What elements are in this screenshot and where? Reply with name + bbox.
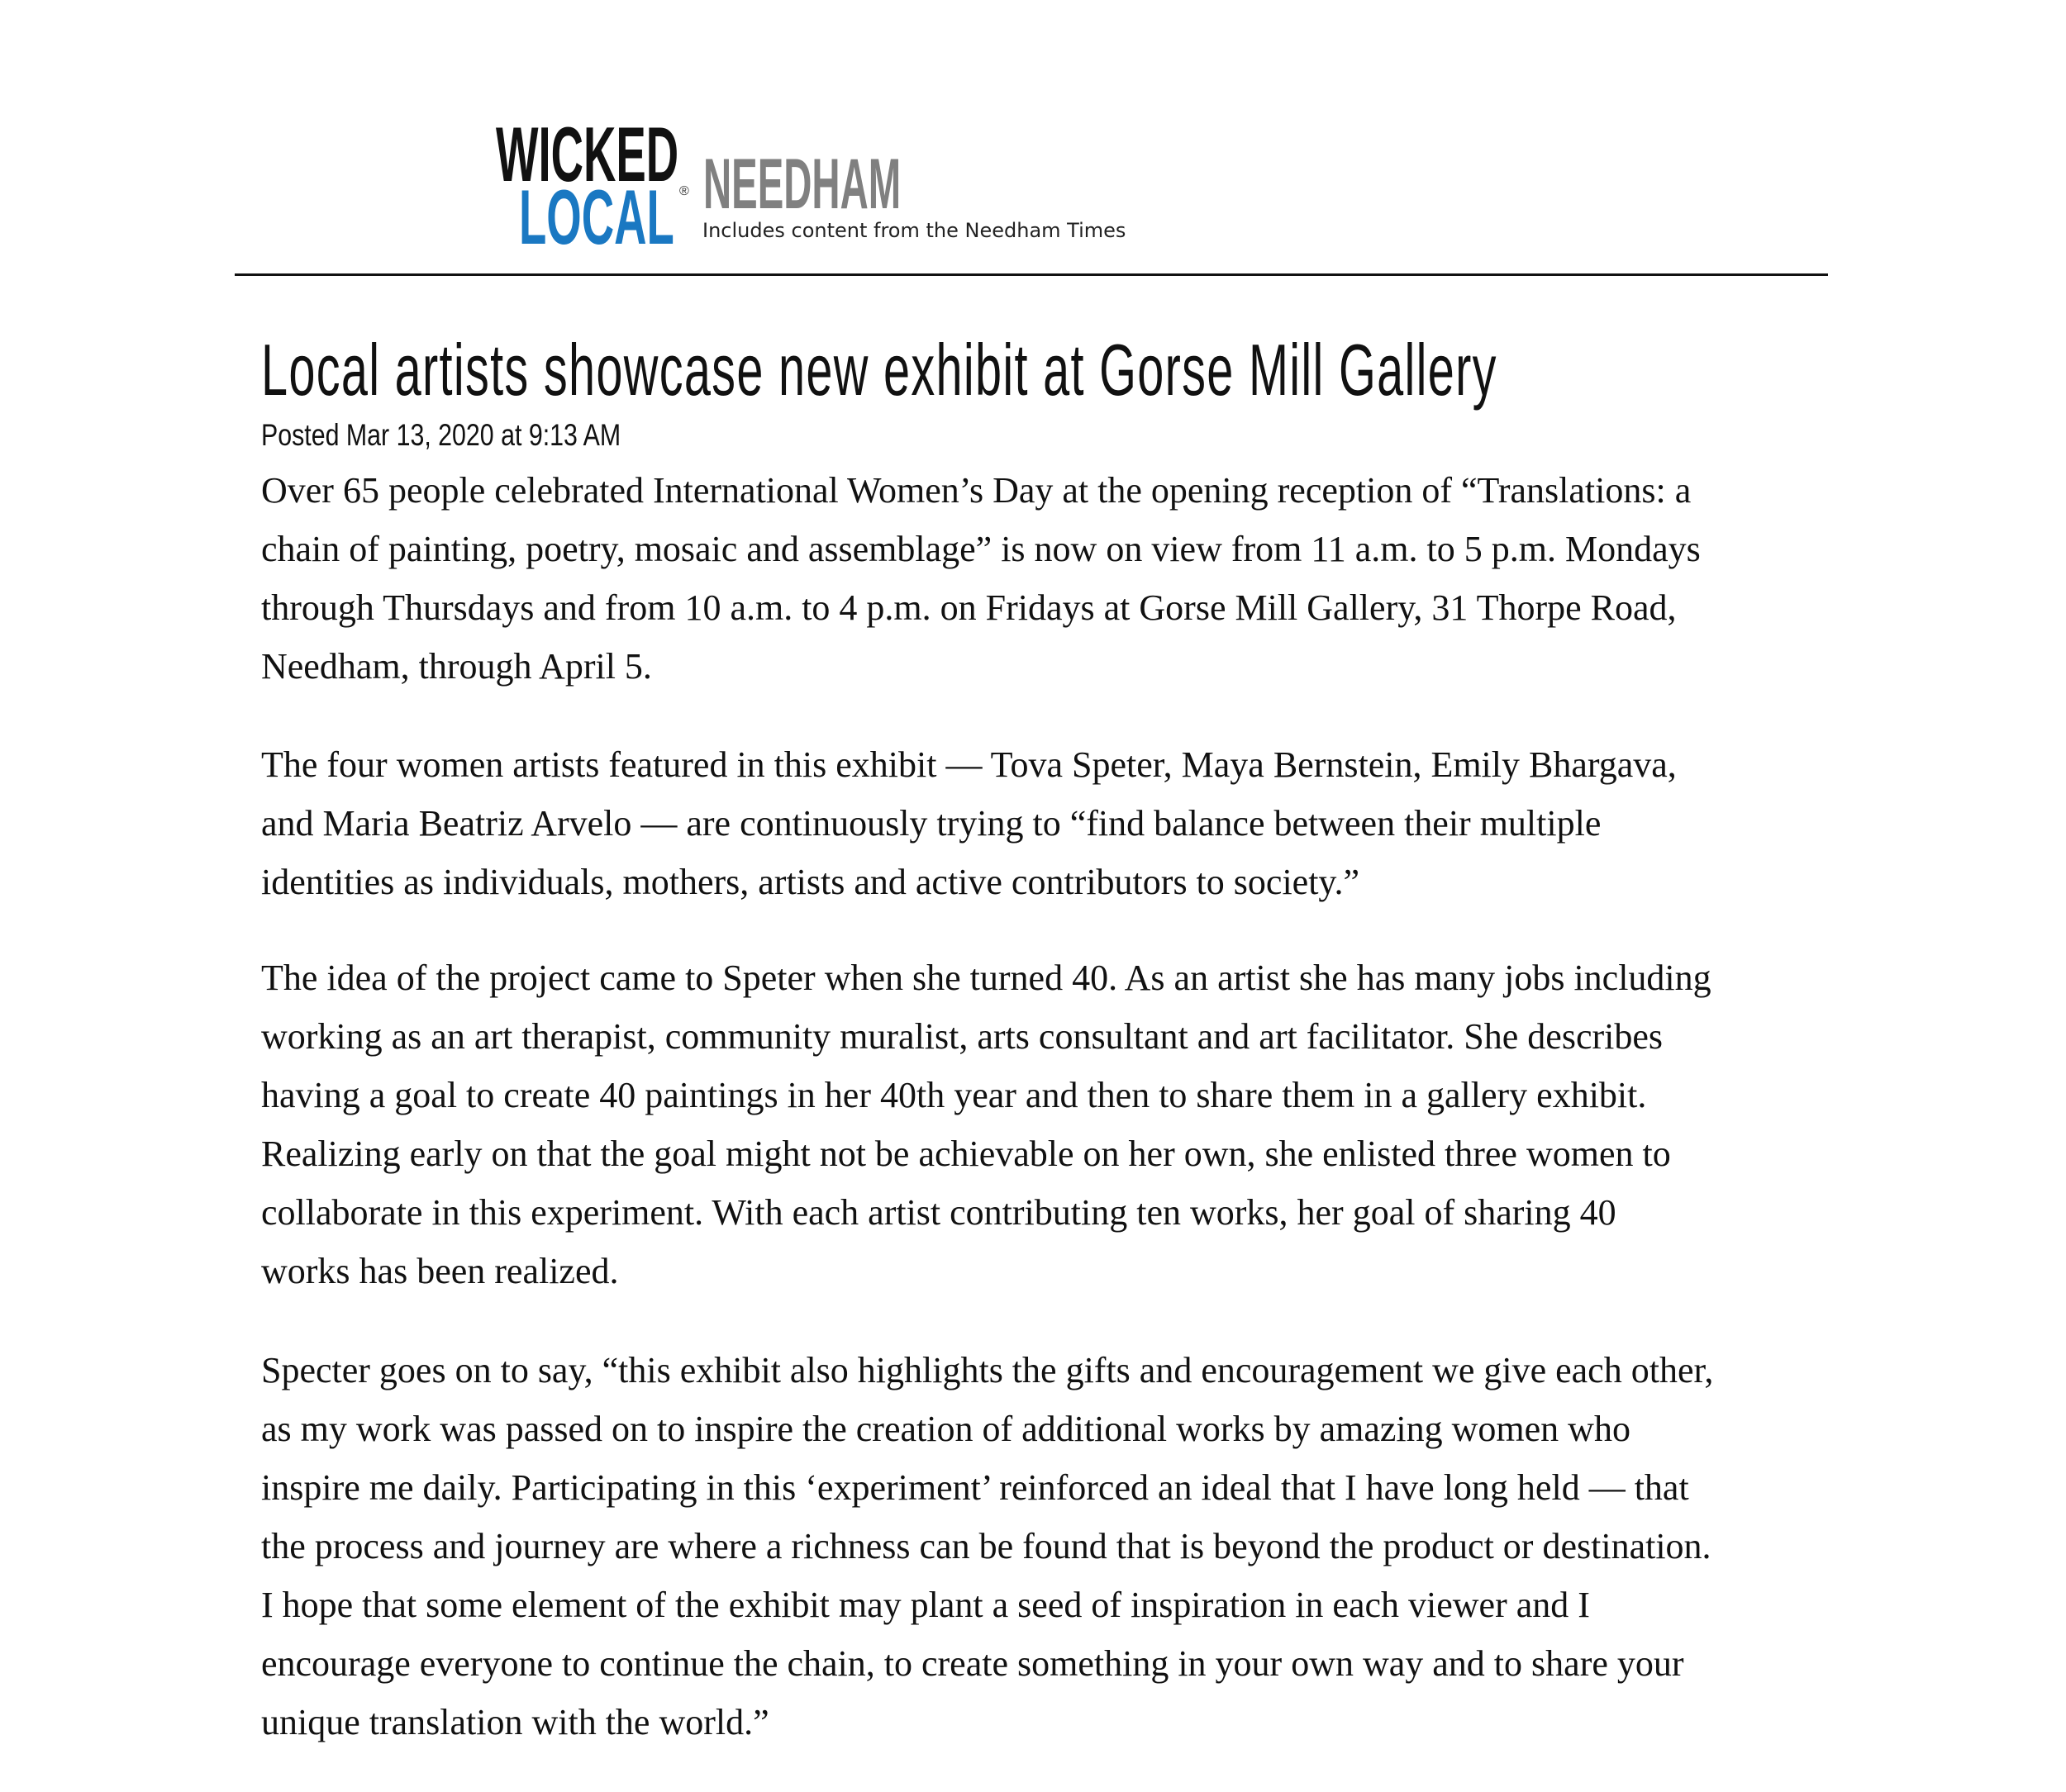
text-line: collaborate in this experiment. With each artist contributing ten works, her goal of sharing 40 <box>261 1192 1616 1233</box>
text-line: working as an art therapist, community muralist, arts consultant and art facilitator. She describes <box>261 1016 1663 1057</box>
article-title: Local artists showcase new exhibit at Gorse Mill Gallery <box>261 329 1497 411</box>
article-paragraph <box>261 461 1701 696</box>
registered-mark: ® <box>679 184 689 198</box>
text-line: The idea of the project came to Speter when she turned 40. As an artist she has many jobs including <box>261 958 1711 998</box>
text-line: unique translation with the world.” <box>261 1702 769 1742</box>
text-line: inspire me daily. Participating in this ‘experiment’ reinforced an ideal that I have long held — that <box>261 1467 1689 1508</box>
text-line: through Thursdays and from 10 a.m. to 4 p.m. on Fridays at Gorse Mill Gallery, 31 Thorpe Road, <box>261 587 1677 628</box>
text-line: having a goal to create 40 paintings in her 40th year and then to share them in a gallery exhibit. <box>261 1075 1647 1115</box>
article-paragraph <box>261 735 1677 911</box>
article-paragraph <box>261 1341 1713 1752</box>
text-line: the process and journey are where a richness can be found that is beyond the product or destination. <box>261 1526 1711 1566</box>
text-line: Specter goes on to say, “this exhibit also highlights the gifts and encouragement we give each other, <box>261 1350 1714 1390</box>
text-line: as my work was passed on to inspire the creation of additional works by amazing women who <box>261 1409 1630 1449</box>
text-line: encourage everyone to continue the chain, to create something in your own way and to share your <box>261 1643 1684 1684</box>
text-line: and Maria Beatriz Arvelo — are continuously trying to “find balance between their multiple <box>261 803 1602 844</box>
posted-date: Posted Mar 13, 2020 at 9:13 AM <box>261 418 621 452</box>
masthead-tagline: Includes content from the Needham Times <box>702 219 1126 242</box>
text-line: Realizing early on that the goal might not be achievable on her own, she enlisted three women to <box>261 1134 1671 1174</box>
text-line: chain of painting, poetry, mosaic and assemblage” is now on view from 11 a.m. to 5 p.m. Mondays <box>261 529 1701 569</box>
text-line: identities as individuals, mothers, artists and active contributors to society.” <box>261 862 1360 902</box>
text-line: I hope that some element of the exhibit may plant a seed of inspiration in each viewer and I <box>261 1585 1590 1625</box>
header-divider <box>235 273 1828 276</box>
text-line: Over 65 people celebrated International Women’s Day at the opening reception of “Translations: a <box>261 470 1692 511</box>
logo-local: LOCAL <box>519 173 674 260</box>
logo-wicked: WICKED <box>496 111 679 197</box>
text-line: works has been realized. <box>261 1251 619 1291</box>
text-line: The four women artists featured in this exhibit — Tova Speter, Maya Bernstein, Emily Bhargava, <box>261 744 1677 785</box>
article-paragraph <box>261 948 1711 1300</box>
text-line: Needham, through April 5. <box>261 646 652 687</box>
edition-name: NEEDHAM <box>703 145 902 224</box>
